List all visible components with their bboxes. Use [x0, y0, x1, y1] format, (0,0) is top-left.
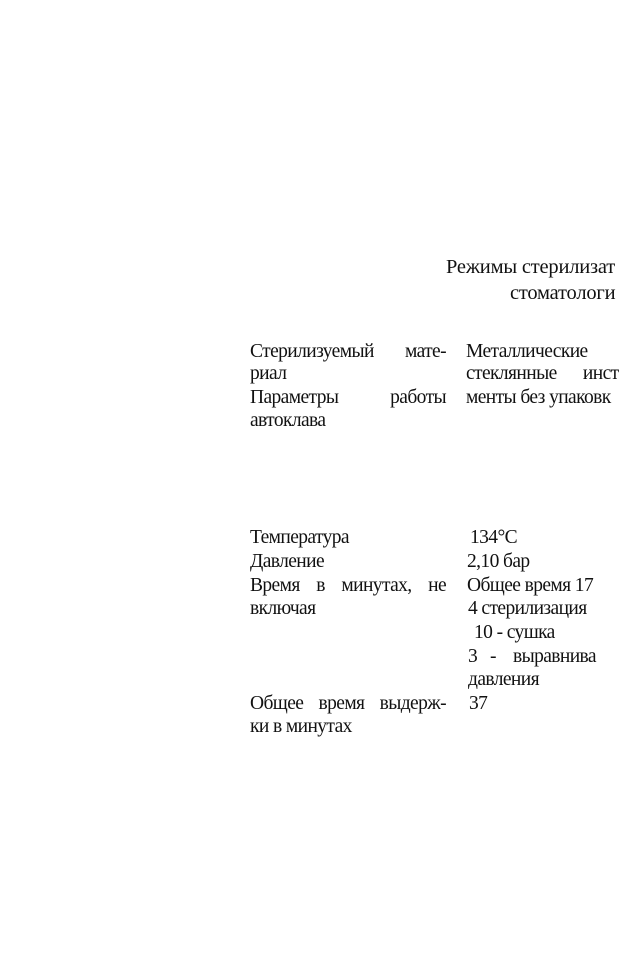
label-pressure: Давление	[250, 551, 325, 572]
value-material-line-3: менты без упаковк	[466, 387, 611, 408]
value-total-exposure: 37	[469, 693, 488, 714]
label-time-line-2: включая	[250, 598, 316, 619]
value-time-pressure-equalization-line-1: 3 - выравнива	[468, 646, 596, 667]
label-material-line-2: риал	[250, 363, 287, 384]
value-temperature: 134°С	[470, 527, 518, 548]
label-total-exposure-line-2: ки в минутах	[250, 716, 352, 737]
label-time-line-1: Время в минутах, не	[250, 575, 446, 596]
label-parameters-line-1: Параметры работы	[250, 387, 446, 408]
value-time-drying: 10 - сушка	[474, 622, 555, 643]
label-material-line-1: Стерилизуемый мате-	[250, 341, 446, 362]
value-material-line-2: стеклянные инст	[466, 363, 619, 384]
label-temperature: Температура	[250, 527, 349, 548]
label-parameters-line-2: автоклава	[250, 410, 326, 431]
page-title-line-1: Режимы стерилизат	[446, 256, 616, 278]
value-time-sterilization: 4 стерилизация	[468, 598, 587, 619]
value-time-total: Общее время 17	[467, 575, 594, 596]
label-total-exposure-line-1: Общее время выдерж-	[250, 693, 446, 714]
page-title-line-2: стоматологи	[510, 282, 616, 304]
value-time-pressure-equalization-line-2: давления	[468, 669, 539, 690]
value-pressure: 2,10 бар	[467, 551, 530, 572]
value-material-line-1: Металлические	[466, 341, 588, 362]
